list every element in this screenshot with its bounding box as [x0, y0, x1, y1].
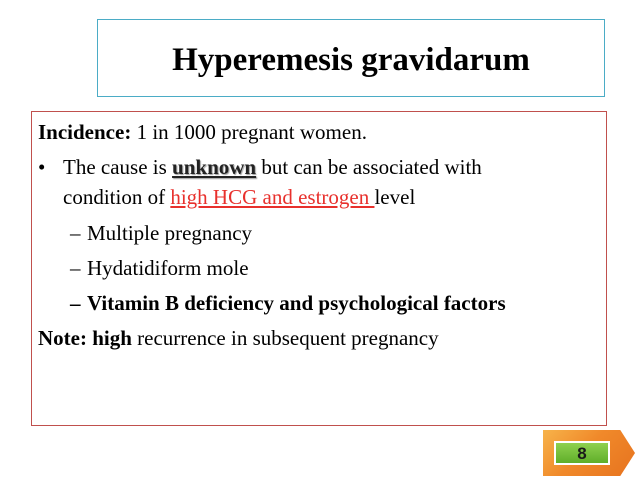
sub-item-multiple-pregnancy	[70, 223, 252, 244]
cause-line-1	[63, 157, 482, 178]
badge-inner-box	[554, 441, 610, 465]
incidence-label: Incidence:	[38, 120, 132, 144]
content-box	[31, 111, 607, 426]
cause-line2-prefix: condition of	[63, 185, 171, 209]
sub-item-text: Vitamin B deficiency and psychological factors	[87, 291, 506, 315]
cause-line2-suffix: level	[374, 185, 416, 209]
note-line	[38, 328, 439, 349]
page-number-badge	[543, 430, 635, 476]
page-number: 8	[577, 443, 587, 463]
cause-keyword: unknown	[172, 155, 257, 179]
incidence-text: 1 in 1000 pregnant women.	[131, 120, 367, 144]
cause-prefix: The cause is	[63, 155, 173, 179]
note-text: recurrence in subsequent pregnancy	[131, 326, 439, 350]
sub-item-vitamin-b	[70, 293, 506, 314]
sub-item-dash: –	[70, 291, 81, 315]
sub-item-text: Multiple pregnancy	[87, 221, 253, 245]
note-label: Note: high	[38, 326, 132, 350]
cause-line-2	[63, 187, 415, 208]
sub-item-text: Hydatidiform mole	[87, 256, 249, 280]
incidence-line	[38, 122, 367, 143]
slide-title: Hyperemesis gravidarum	[172, 41, 530, 78]
cause-bullet: •	[38, 155, 46, 179]
cause-suffix: but can be associated with	[256, 155, 482, 179]
cause-highlight: high HCG and estrogen	[170, 185, 375, 209]
sub-item-hydatidiform-mole	[70, 258, 249, 279]
sub-item-dash: –	[70, 221, 81, 245]
title-box	[97, 19, 605, 97]
sub-item-dash: –	[70, 256, 81, 280]
